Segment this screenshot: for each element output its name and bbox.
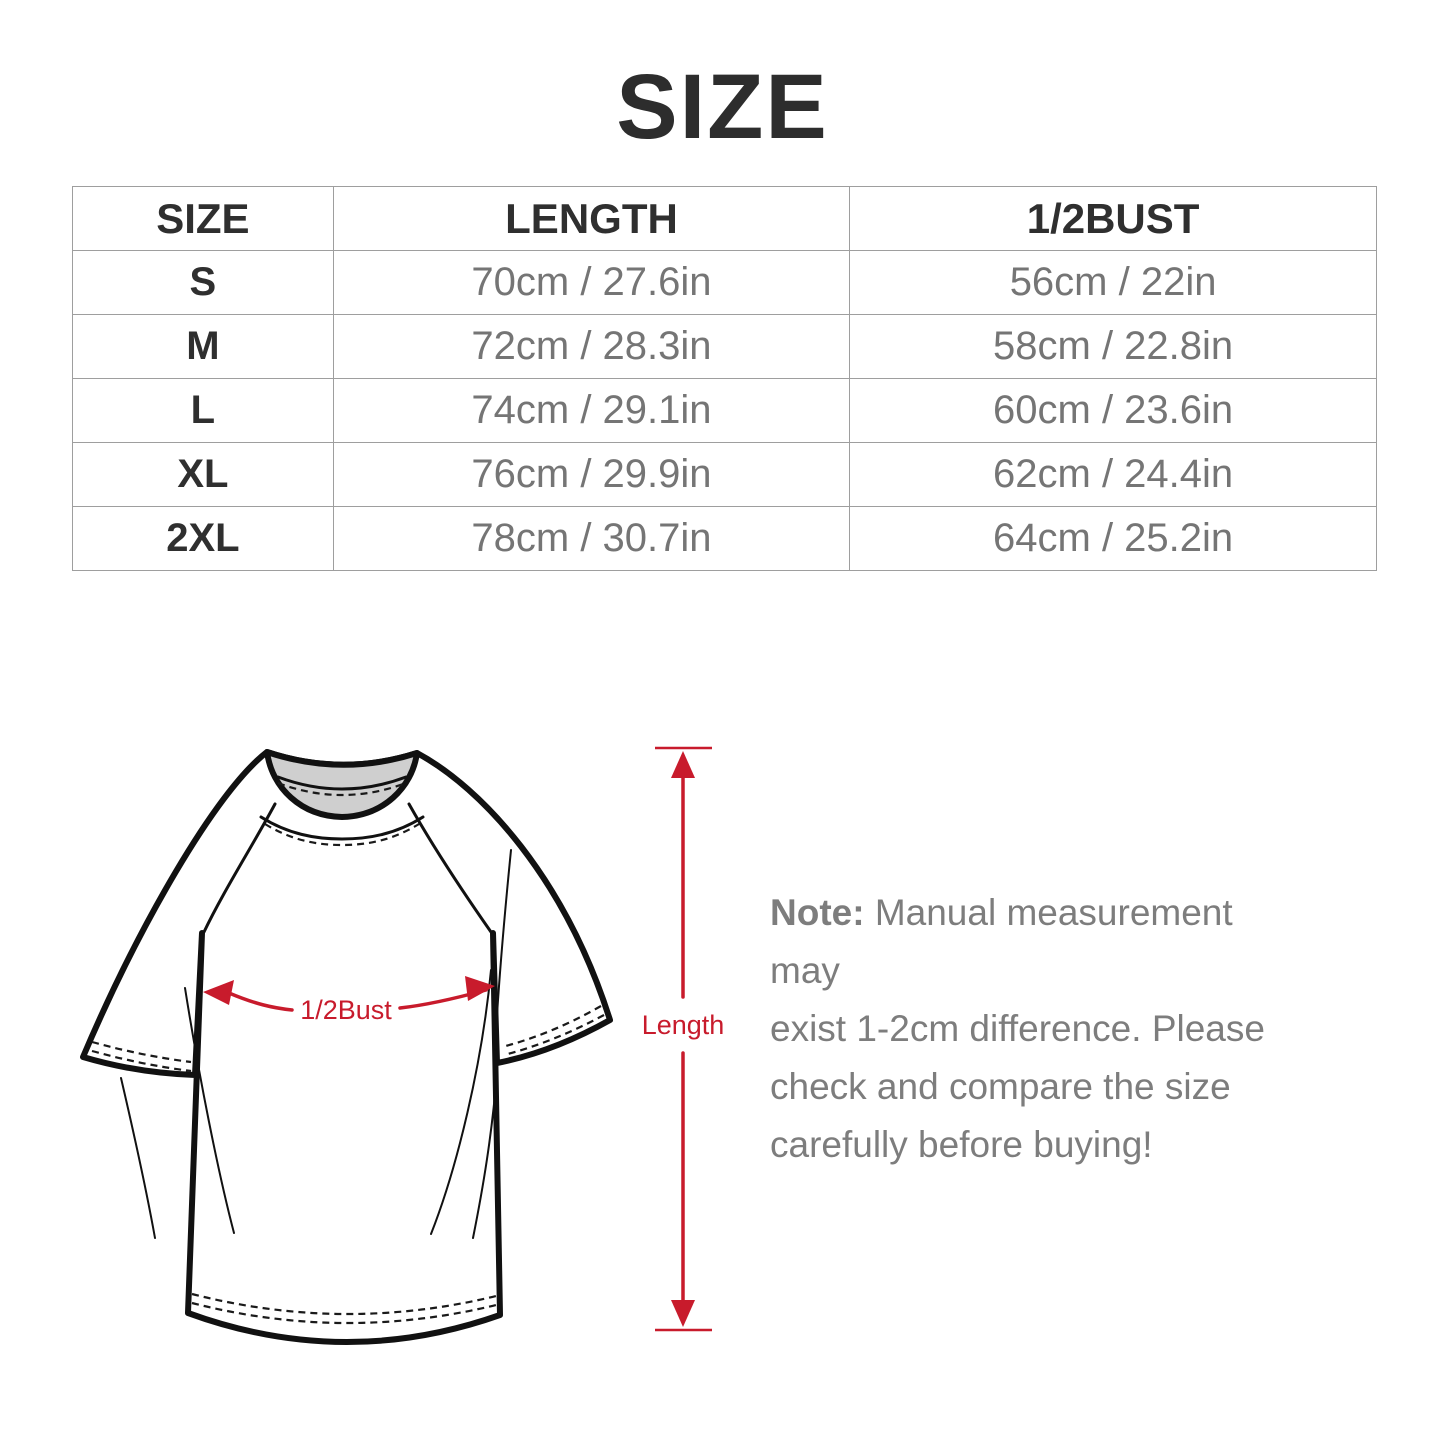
tshirt-outline (83, 752, 610, 1342)
note-line-4: carefully before buying! (770, 1124, 1153, 1165)
col-header-length: LENGTH (333, 187, 849, 251)
bust-value: 64cm / 25.2in (850, 507, 1377, 571)
bust-value: 62cm / 24.4in (850, 443, 1377, 507)
fold-line (121, 1078, 155, 1238)
size-label: S (73, 251, 334, 315)
bust-label: 1/2Bust (300, 995, 392, 1025)
length-label: Length (641, 1010, 725, 1040)
size-label: M (73, 315, 334, 379)
tshirt-measurement-diagram (45, 720, 725, 1420)
length-value: 76cm / 29.9in (333, 443, 849, 507)
bust-value: 60cm / 23.6in (850, 379, 1377, 443)
bust-value: 58cm / 22.8in (850, 315, 1377, 379)
length-arrow (642, 748, 725, 1330)
size-label: L (73, 379, 334, 443)
note-line-2: exist 1-2cm difference. Please (770, 1008, 1265, 1049)
note-line-3: check and compare the size (770, 1066, 1231, 1107)
length-value: 78cm / 30.7in (333, 507, 849, 571)
length-value: 72cm / 28.3in (333, 315, 849, 379)
length-arrowhead-bottom (671, 1300, 695, 1327)
length-value: 70cm / 27.6in (333, 251, 849, 315)
col-header-bust: 1/2BUST (850, 187, 1377, 251)
note-line-1 (770, 884, 1270, 1000)
table-header-row (73, 187, 1377, 251)
table-row (73, 315, 1377, 379)
note-label: Note: (770, 892, 865, 933)
table-row (73, 379, 1377, 443)
page-title: SIZE (616, 56, 829, 158)
note-text (770, 884, 1270, 1174)
col-header-size: SIZE (73, 187, 334, 251)
size-label: XL (73, 443, 334, 507)
size-table (72, 186, 1377, 571)
size-label: 2XL (73, 507, 334, 571)
bust-value: 56cm / 22in (850, 251, 1377, 315)
note-line-1-text: Manual measurement may (770, 892, 1233, 991)
table-row (73, 443, 1377, 507)
length-value: 74cm / 29.1in (333, 379, 849, 443)
table-row (73, 507, 1377, 571)
table-row (73, 251, 1377, 315)
